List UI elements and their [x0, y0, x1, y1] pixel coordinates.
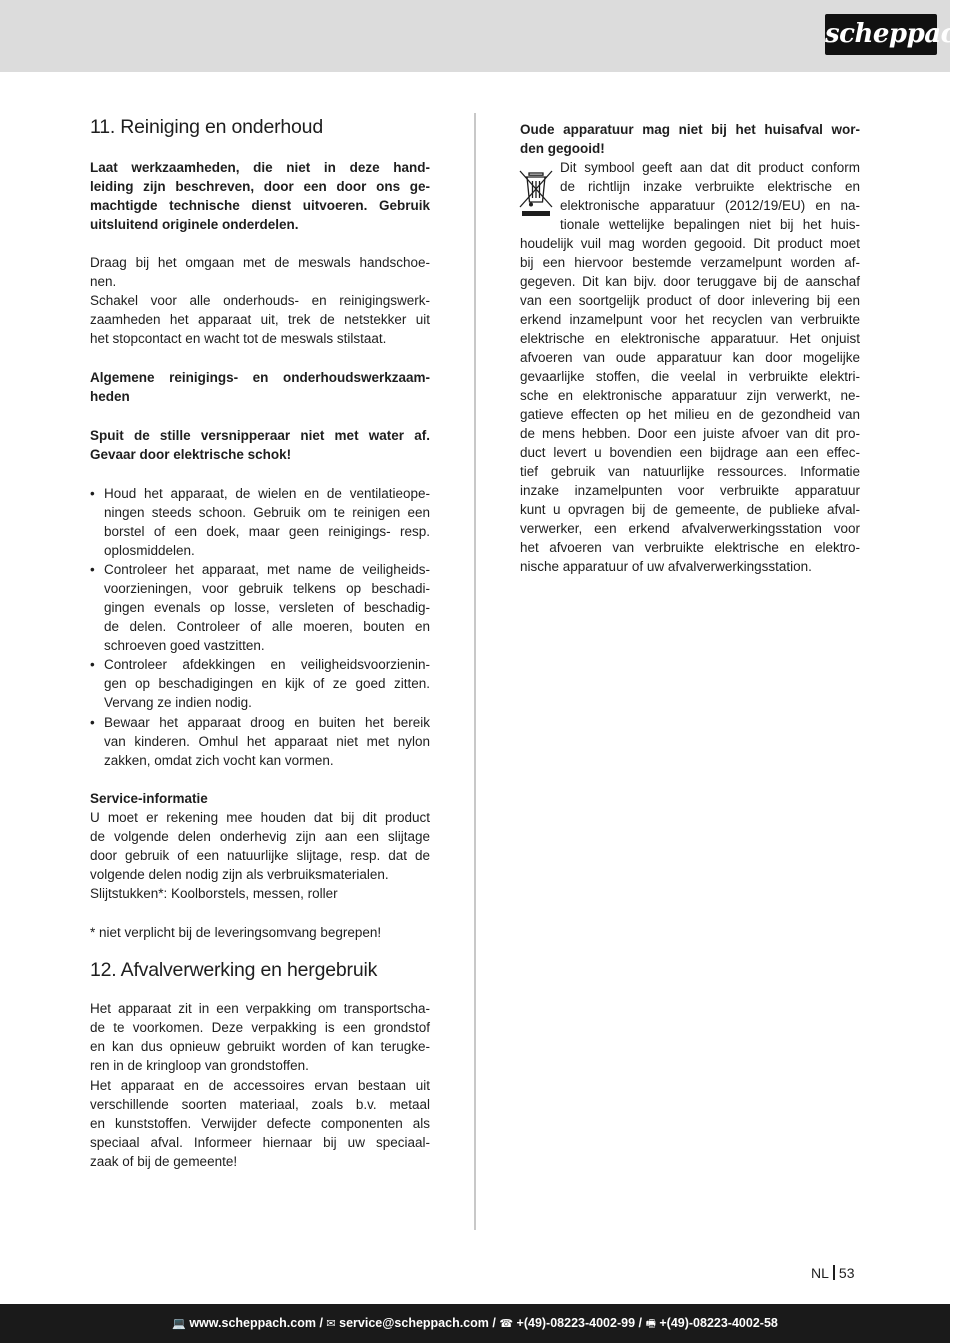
bullet-line: Controleer het apparaat, met name de veiligheids-	[104, 562, 430, 577]
service-line: volgende delen nodig zijn als verbruiksmaterialen.	[90, 867, 389, 882]
footer-contact-bar	[0, 1304, 950, 1343]
intro-bold-line: machtigde technische dienst uitvoeren. Gebruik	[90, 198, 430, 213]
paragraph-line: nen.	[90, 274, 117, 289]
weee-line: sche en elektronische apparatuur zijn verwerkt, ne-	[520, 388, 860, 403]
weee-line: duct levert u bovendien een bijdrage aan een effec-	[520, 445, 860, 460]
weee-line: tief gebruik van natuurlijke ressources. Informatie	[520, 464, 860, 479]
bullet-marker: •	[90, 486, 95, 501]
paragraph-line: het stopcontact en wacht tot de meswals stilstaat.	[90, 331, 387, 346]
phone-icon: ☎	[499, 1317, 514, 1330]
weee-line: nische apparatuur of uw afvalverwerkingsstation.	[520, 559, 812, 574]
disposal-line: zaak of bij de gemeente!	[90, 1154, 238, 1169]
weee-line: de richtlijn inzake verbruikte elektrische en	[560, 179, 860, 194]
footer-phone: +(49)-08223-4002-99	[516, 1316, 636, 1330]
bullet-line: Vervang ze indien nodig.	[104, 695, 252, 710]
header-band	[0, 0, 950, 72]
disposal-line: Het apparaat zit in een verpakking om transportscha-	[90, 1001, 430, 1016]
weee-line: gatieve effecten op het milieu en de gezondheid van	[520, 407, 860, 422]
footer-separator: /	[319, 1316, 323, 1330]
footer-fax: +(49)-08223-4002-58	[659, 1316, 778, 1330]
intro-bold-line: leiding zijn beschreven, door een door ons ge-	[90, 179, 430, 194]
weee-line: van een soortgelijk product of door inlevering bij een	[520, 293, 860, 308]
fax-icon: 🖷	[645, 1317, 656, 1330]
disposal-line: ren in de kringloop van grondstoffen.	[90, 1058, 309, 1073]
bullet-line: zakken, omdat zich vocht kan vormen.	[104, 753, 334, 768]
bullet-line: Houd het apparaat, de wielen en de ventilatieope-	[104, 486, 430, 501]
weee-line: het afvoeren van verbruikte elektrische en elektro-	[520, 540, 860, 555]
bullet-line: voorzieningen, voor gebruik telkens op beschadi-	[104, 581, 430, 596]
weee-line: Dit symbool geeft aan dat dit product conform	[560, 160, 860, 175]
weee-line: erkend inzamelpunt voor het recyclen van verbruikte	[520, 312, 860, 327]
service-line: de volgende delen onderhevig zijn aan een slijtage	[90, 829, 430, 844]
weee-line: tionale wettelijke bepalingen niet bij het huis-	[560, 217, 860, 232]
weee-line: verwerker, een erkend afvalverwerkingsstation voor	[520, 521, 860, 536]
weee-line: inzake inzamelpunten voor verbruikte apparatuur	[520, 483, 860, 498]
weee-line: gevaarlijke stoffen, die veelal in verbruikte elektri-	[520, 369, 860, 384]
bullet-line: schroeven goed vastzitten.	[104, 638, 265, 653]
footer-separator: /	[492, 1316, 496, 1330]
service-line: U moet er rekening mee houden dat bij dit product	[90, 810, 430, 825]
disposal-line: Het apparaat en de accessoires ervan bestaan uit	[90, 1078, 430, 1093]
weee-heading-line: den gegooid!	[520, 141, 605, 156]
disposal-line: de te voorkomen. Deze verpakking is een grondstof	[90, 1020, 430, 1035]
bullet-line: gingen evenals op losse, versleten of beschadig-	[104, 600, 430, 615]
section-title-cleaning: 11. Reiniging en onderhoud	[90, 116, 323, 138]
column-divider	[474, 113, 476, 1230]
service-line: Slijtstukken*: Koolborstels, messen, roller	[90, 886, 338, 901]
bullet-line: de delen. Controleer of alle moeren, bouten en	[104, 619, 430, 634]
warning-line: Spuit de stille versnipperaar niet met water af.	[90, 428, 430, 443]
weee-line: gegeven. Dit kan bijv. door teruggave bij de aanschaf	[520, 274, 860, 289]
weee-line: bij een hiervoor bestemde verzamelpunt worden af-	[520, 255, 860, 270]
envelope-icon: ✉	[326, 1317, 336, 1330]
disposal-line: speciaal afval. Informeer hiernaar bij uw speciaal-	[90, 1135, 430, 1150]
page-number-separator	[833, 1265, 835, 1280]
intro-bold-line: uitsluitend originele onderdelen.	[90, 217, 299, 232]
subheading-line: heden	[90, 389, 130, 404]
paragraph-line: Draag bij het omgaan met de meswals handschoe-	[90, 255, 430, 270]
weee-line: elektrische en elektronische apparatuur. Het onjuist	[520, 331, 860, 346]
disposal-line: verschillende soorten materiaal, zoals b.v. metaal	[90, 1097, 430, 1112]
footer-website-link[interactable]: www.scheppach.com	[189, 1316, 316, 1330]
disposal-line: en kan dus opnieuw gebruikt worden of kan terugke-	[90, 1039, 430, 1054]
bullet-line: van kinderen. Omhul het apparaat niet met nylon	[104, 734, 430, 749]
bullet-marker: •	[90, 715, 95, 730]
paragraph-line: zaamheden het apparaat uit, trek de netstekker uit	[90, 312, 430, 327]
scheppach-logo: scheppach	[825, 14, 937, 55]
service-line: door gebruik of een natuurlijke slijtage, resp. dat de	[90, 848, 430, 863]
disposal-line: en kunststoffen. Verwijder defecte componenten als	[90, 1116, 430, 1131]
computer-icon: 💻	[172, 1317, 186, 1330]
service-heading: Service-informatie	[90, 791, 208, 806]
weee-line: afvoeren van oude apparatuur kan door mogelijke	[520, 350, 860, 365]
weee-line: houdelijk vuil mag worden gegooid. Dit product moet	[520, 236, 860, 251]
bullet-line: gen op beschadigingen en kijk of ze goed zitten.	[104, 676, 430, 691]
bullet-line: borstel of een doek, maar geen reinigings- resp.	[104, 524, 430, 539]
footnote: * niet verplicht bij de leveringsomvang begrepen!	[90, 925, 382, 940]
footer-separator: /	[638, 1316, 642, 1330]
subheading-line: Algemene reinigings- en onderhoudswerkzaam-	[90, 370, 430, 385]
paragraph-line: Schakel voor alle onderhouds- en reinigingswerk-	[90, 293, 430, 308]
bullet-marker: •	[90, 657, 95, 672]
intro-bold-line: Laat werkzaamheden, die niet in deze hand-	[90, 160, 430, 175]
bullet-line: Bewaar het apparaat droog en buiten het bereik	[104, 715, 430, 730]
footer-email-link[interactable]: service@scheppach.com	[339, 1316, 489, 1330]
bullet-line: Controleer afdekkingen en veiligheidsvoorzienin-	[104, 657, 430, 672]
section-title-disposal: 12. Afvalverwerking en hergebruik	[90, 959, 378, 981]
bullet-line: ningen steeds schoon. Gebruik om te reinigen een	[104, 505, 430, 520]
bullet-line: oplosmiddelen.	[104, 543, 195, 558]
page-number	[811, 1263, 854, 1283]
weee-line: de mens hebben. Door een juiste afvoer van dit pro-	[520, 426, 860, 441]
crossed-out-wheelie-bin-icon	[518, 169, 554, 221]
weee-line: kunt u opvragen bij de gemeente, de publieke afval-	[520, 502, 860, 517]
bullet-marker: •	[90, 562, 95, 577]
page-language: NL	[811, 1265, 829, 1281]
warning-line: Gevaar door elektrische schok!	[90, 447, 292, 462]
weee-heading-line: Oude apparatuur mag niet bij het huisafval wor-	[520, 122, 860, 137]
weee-line: elektronische apparatuur (2012/19/EU) en na-	[560, 198, 860, 213]
page-number-value: 53	[838, 1265, 855, 1281]
